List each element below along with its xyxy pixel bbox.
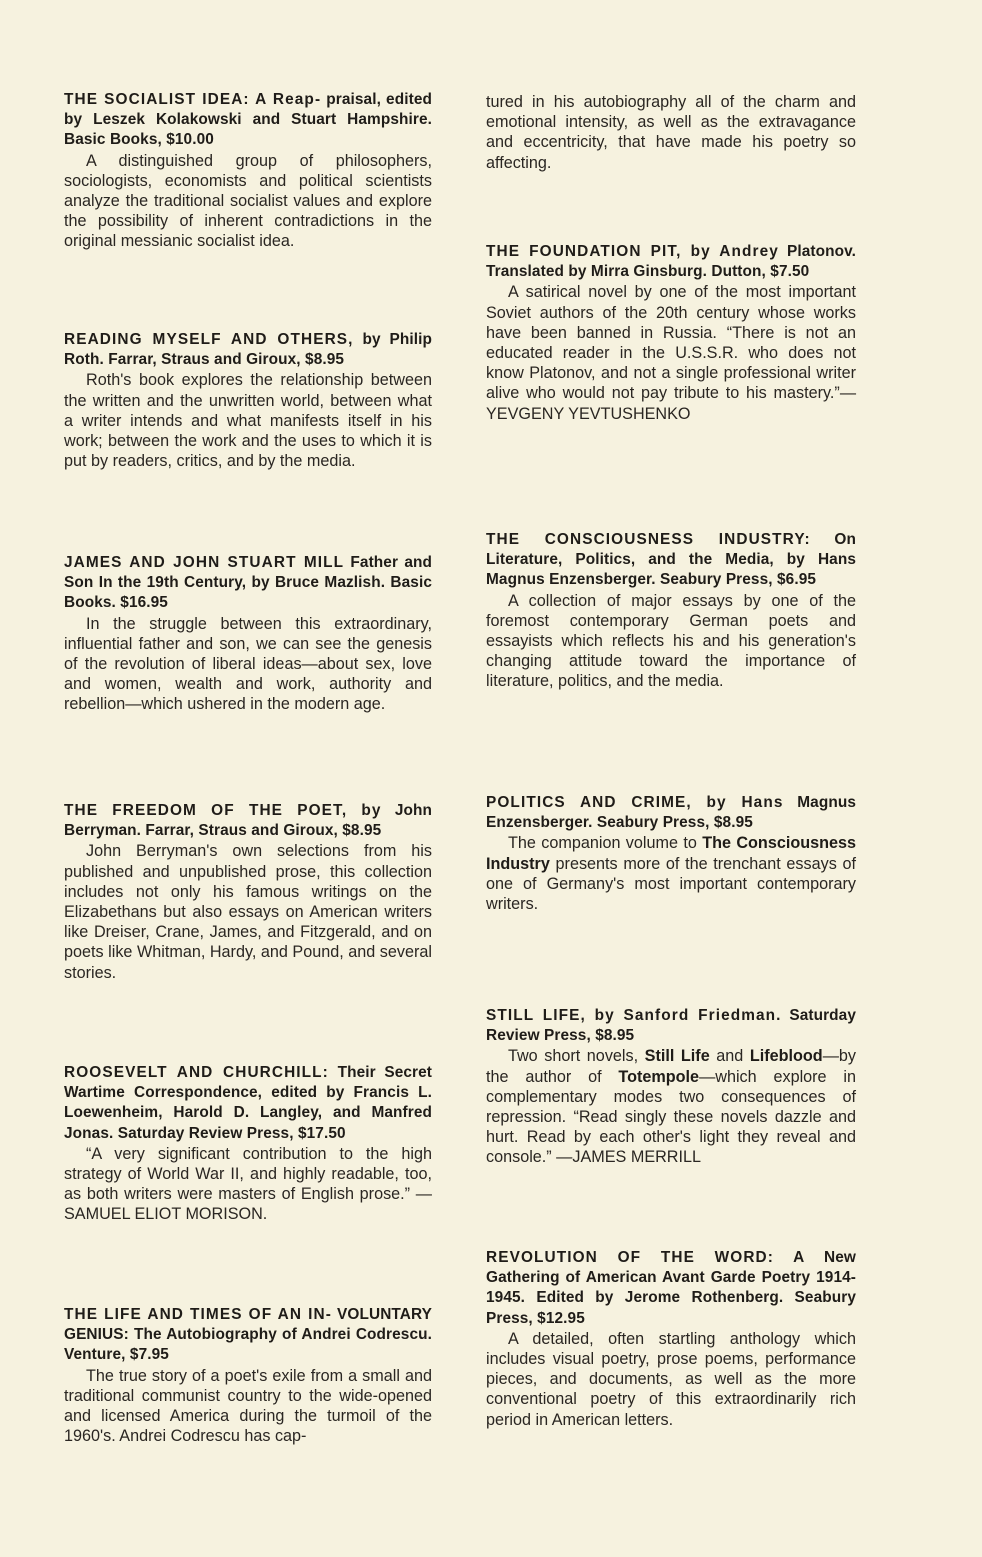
book-description: A detailed, often startling anthology which includes visual poetry, prose poems, performance pieces, and documents, as well as the more conventional poetry of this extraordinarily rich period in American letters. bbox=[486, 1329, 856, 1429]
book-entry bbox=[486, 242, 856, 424]
book-entry bbox=[486, 1248, 856, 1430]
book-title-reference: Totempole bbox=[618, 1067, 700, 1086]
book-heading: REVOLUTION OF THE WORD: A New Gathering of American Avant Garde Poetry 1914-1945. Edited by Jerome Rothenberg. Seabury Press, $12.95 bbox=[486, 1249, 856, 1327]
book-heading: POLITICS AND CRIME, by Hans Magnus Enzensberger. Seabury Press, $8.95 bbox=[486, 794, 856, 832]
book-heading: THE CONSCIOUSNESS INDUSTRY: On Literature, Politics, and the Media, by Hans Magnus Enzensberger. Seabury Press, $6.95 bbox=[486, 531, 856, 589]
book-entry bbox=[64, 1305, 432, 1446]
book-entry bbox=[64, 330, 432, 471]
book-heading: THE FOUNDATION PIT, by Andrey Platonov. Translated by Mirra Ginsburg. Dutton, $7.50 bbox=[486, 243, 856, 281]
book-description: A collection of major essays by one of the foremost contemporary German poets and essayists which reflects his and his generation's changing attitude toward the importance of literature, politics, and the media. bbox=[486, 591, 856, 691]
book-title-reference: Still Life bbox=[644, 1047, 710, 1066]
book-title-reference: Lifeblood bbox=[749, 1047, 823, 1066]
book-entry bbox=[486, 1006, 856, 1168]
book-heading: READING MYSELF AND OTHERS, by Philip Roth. Farrar, Straus and Giroux, $8.95 bbox=[64, 331, 432, 369]
book-entry bbox=[64, 553, 432, 715]
book-entry bbox=[486, 530, 856, 692]
book-description: In the struggle between this extraordinary, influential father and son, we can see the genesis of the revolution of liberal ideas—about sex, love and women, wealth and work, authority and rebellion—which ushered in the modern age. bbox=[64, 614, 432, 714]
book-description: Roth's book explores the relationship between the written and the unwritten world, between what a writer intends and what manifests itself in his work; between the work and the uses to which it is put by readers, critics, and by the media. bbox=[64, 371, 432, 471]
book-entry bbox=[64, 801, 432, 983]
book-title-reference: The Consciousness Industry bbox=[486, 834, 857, 873]
book-description: John Berryman's own selections from his published and unpublished prose, this collection includes not only his famous writings on the Elizabethans but also essays on American writers like Dreiser, Crane, James, and Fitzgerald, and on poets like Whitman, Hardy, and Pound, and several stories. bbox=[64, 842, 432, 982]
book-description: Two short novels, Still Life and Lifeblood—by the author of Totempole—which explore in complementary modes two consequences of repression. “Read singly these novels dazzle and hurt. Read by each other's light they reveal and console.” —JAMES MERRILL bbox=[486, 1047, 856, 1167]
book-description: A satirical novel by one of the most important Soviet authors of the 20th century whose works have been banned in Russia. “There is not an educated reader in the U.S.S.R. who does not know Platonov, and not a single professional writer alive who would not pay tribute to his mastery.”—YEVGENY YEVTUSHENKO bbox=[486, 283, 856, 423]
book-heading: JAMES AND JOHN STUART MILL Father and Son In the 19th Century, by Bruce Mazlish. Basic Books. $16.95 bbox=[64, 554, 432, 612]
continuation-paragraph: tured in his autobiography all of the charm and emotional intensity, as well as the extravagance and eccentricity, that have made his poetry so affecting. bbox=[486, 93, 856, 172]
book-heading: THE LIFE AND TIMES OF AN IN- VOLUNTARY GENIUS: The Autobiography of Andrei Codrescu. Venture, $7.95 bbox=[64, 1306, 432, 1364]
book-entry bbox=[64, 90, 432, 252]
book-description: The true story of a poet's exile from a small and traditional communist country to the wide-opened and licensed America during the turmoil of the 1960's. Andrei Codrescu has cap- bbox=[64, 1366, 432, 1446]
book-heading: STILL LIFE, by Sanford Friedman. Saturday Review Press, $8.95 bbox=[486, 1007, 856, 1045]
book-entry bbox=[64, 1063, 432, 1225]
book-heading: THE FREEDOM OF THE POET, by John Berryman. Farrar, Straus and Giroux, $8.95 bbox=[64, 802, 432, 840]
book-heading: THE SOCIALIST IDEA: A Reap- praisal, edited by Leszek Kolakowski and Stuart Hampshire. Basic Books, $10.00 bbox=[64, 91, 432, 149]
book-description: “A very significant contribution to the high strategy of World War II, and highly readable, too, as both writers were masters of English prose.” —SAMUEL ELIOT MORISON. bbox=[64, 1144, 432, 1224]
book-description: A distinguished group of philosophers, sociologists, economists and political scientists analyze the traditional socialist values and explore the possibility of inherent contradictions in the original messianic socialist idea. bbox=[64, 151, 432, 251]
book-entry bbox=[486, 793, 856, 914]
book-description: The companion volume to The Consciousness Industry presents more of the trenchant essays of one of Germany's most important contemporary writers. bbox=[486, 834, 857, 914]
continued-text bbox=[486, 92, 856, 173]
book-heading: ROOSEVELT AND CHURCHILL: Their Secret Wartime Correspondence, edited by Francis L. Loewenheim, Harold D. Langley, and Manfred Jonas. Saturday Review Press, $17.50 bbox=[64, 1064, 432, 1142]
